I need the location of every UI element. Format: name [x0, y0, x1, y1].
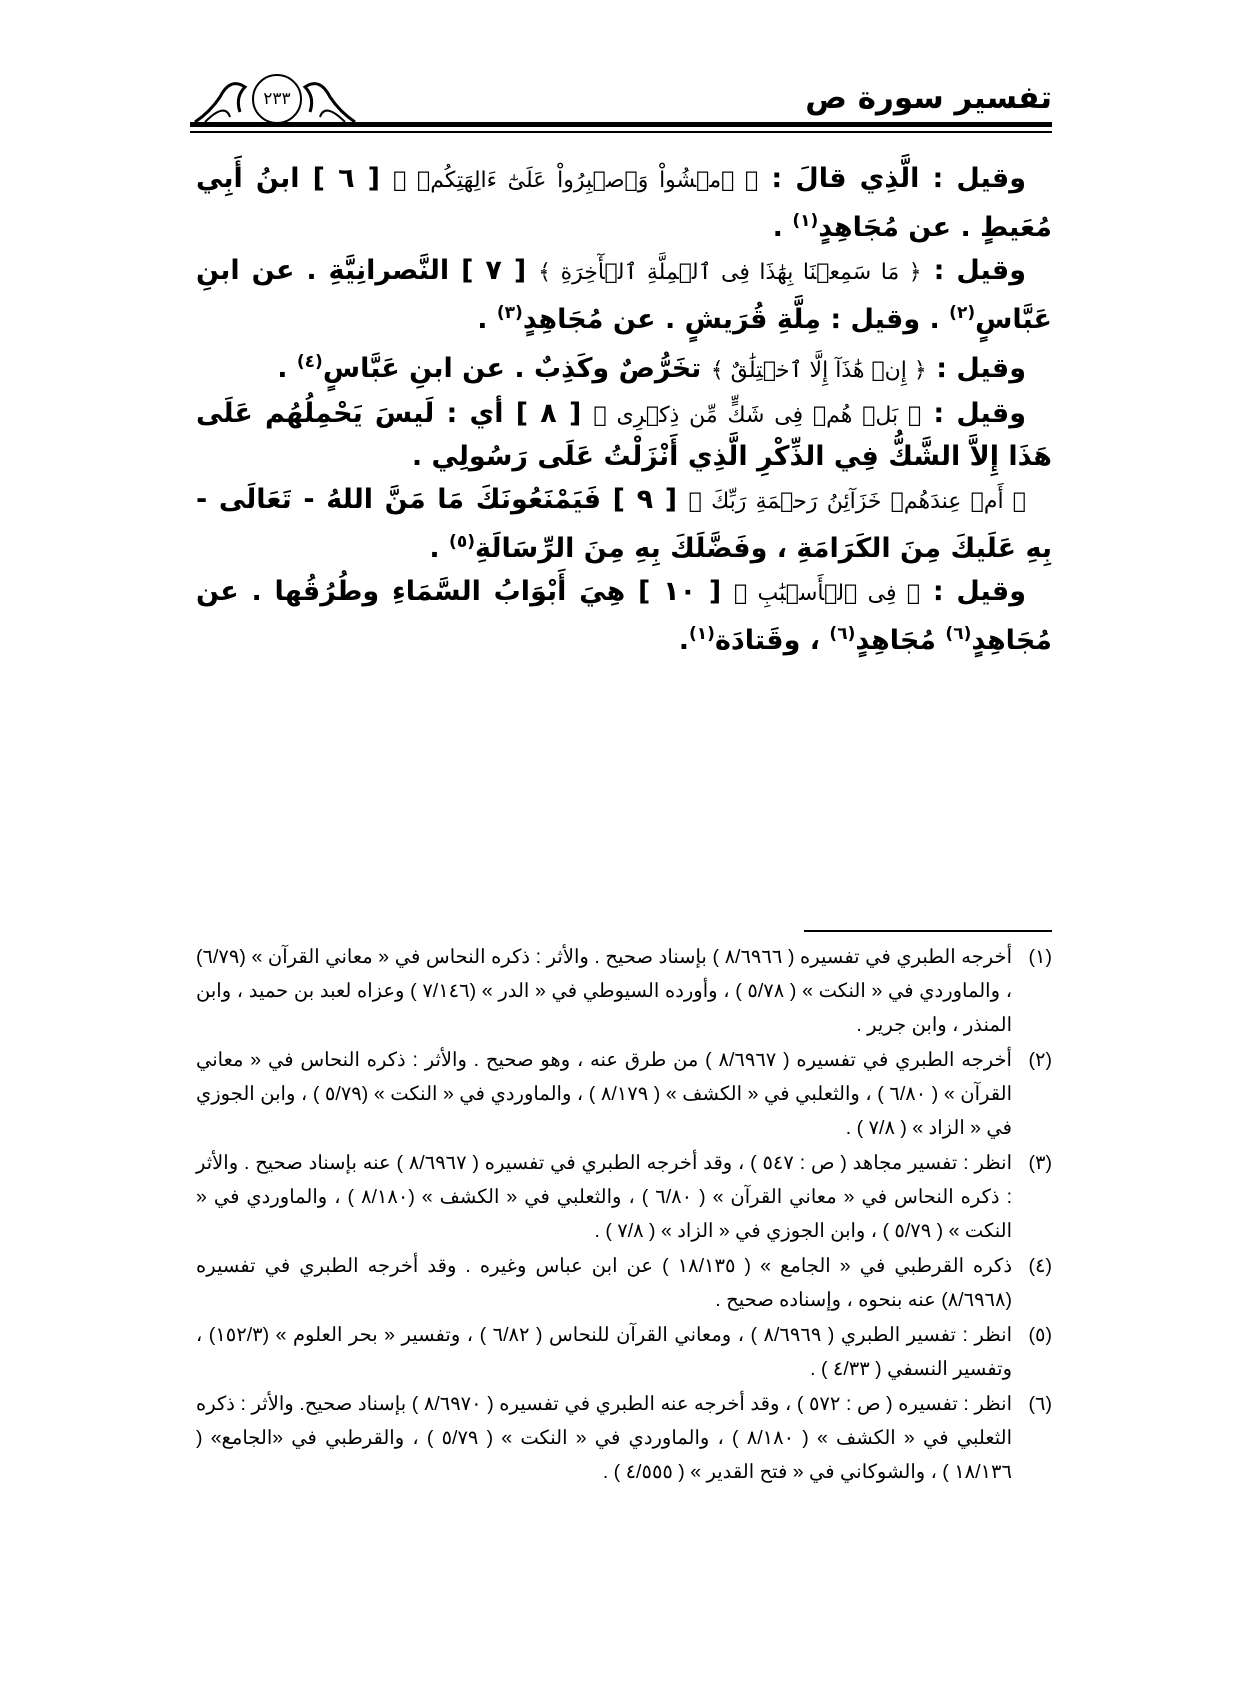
- footnote-number: (٥): [1028, 1324, 1052, 1346]
- footnote: [196, 1043, 1052, 1145]
- paragraph: [196, 158, 1052, 248]
- text-span: .: [477, 304, 497, 335]
- text-span: تخَرُّصٌ وكَذِبٌ . عن ابنِ عَبَّاسٍ: [322, 353, 711, 384]
- footnote-ref: (٣): [496, 303, 523, 323]
- text-span: ، وقَتادَة: [714, 625, 830, 656]
- footnote-ref: (٤): [296, 352, 323, 372]
- text-span: [ ٨ ] أي : لَيسَ يَحْمِلُهُم عَلَى هَذَا إِلاَّ الشَّكُّ فِي الذِّكْرِ الَّذِي أَنْزَلْتُ عَلَى رَسُولِي .: [196, 398, 1052, 472]
- paragraph: [196, 250, 1052, 340]
- footnote-text: انظر : تفسيره ( ص : ٥٧٢ ) ، وقد أخرجه عنه الطبري في تفسيره ( ٨/٦٩٧٠ ) بإسناد صحيح. والأثر : ذكره الثعلبي في « الكشف » ( ٨/١٨٠ ) ، والماوردي في « النكت » ( ٥/٧٩ ) ، والقرطبي في «الجامع» ( ١٨/١٣٦ ) ، والشوكاني في « فتح القدير » ( ٤/٥٥٥ ) .: [196, 1393, 1013, 1483]
- quran-quote: ﴿ ٱمۡشُواْ وَٱصۡبِرُواْ عَلَىٰٓ ءَالِهَتِكُمۡ ﴾: [393, 168, 759, 193]
- footnote-number: (٣): [1028, 1152, 1052, 1174]
- paragraph: [196, 393, 1052, 477]
- text-span: وقيل :: [926, 353, 1026, 384]
- footnote-ref: (٢): [949, 303, 976, 323]
- quran-quote: ﴿ بَلۡ هُمۡ فِى شَكٍّ مِّن ذِكۡرِى ﴾: [593, 403, 922, 428]
- footnote-text: أخرجه الطبري في تفسيره ( ٨/٦٩٦٧ ) من طرق عنه ، وهو صحيح . والأثر : ذكره النحاس في « معاني القرآن » ( ٦/٨٠ ) ، والثعلبي في « الكشف » ( ٨/١٧٩ ) ، والماوردي في « النكت » (٥/٧٩ ) ، وابن الجوزي في « الزاد » ( ٧/٨ ) .: [196, 1049, 1012, 1139]
- text-span: مُجَاهِدٍ: [855, 625, 946, 656]
- quran-quote: ﴿ مَا سَمِعۡنَا بِهَٰذَا فِى ٱلۡمِلَّةِ ٱلۡأٓخِرَةِ ﴾: [538, 260, 922, 285]
- footnote-ref: (١): [688, 624, 715, 644]
- paragraph: [196, 479, 1052, 569]
- footnote: [196, 1387, 1052, 1489]
- quran-quote: ﴿ أَمۡ عِندَهُمۡ خَزَآئِنُ رَحۡمَةِ رَبِّكَ ﴾: [688, 489, 1026, 514]
- page-number: ٢٣٣: [252, 74, 302, 124]
- footnote-text: انظر : تفسير الطبري ( ٨/٦٩٦٩ ) ، ومعاني القرآن للنحاس ( ٦/٨٢ ) ، وتفسير « بحر العلوم » (١٥٢/٣) ، وتفسير النسفي ( ٤/٣٣ ) .: [196, 1324, 1012, 1380]
- main-text: [196, 158, 1052, 663]
- text-span: .: [277, 353, 297, 384]
- footnote-ref: (٦): [829, 624, 856, 644]
- footnote: [196, 940, 1052, 1042]
- text-span: وقيل : الَّذِي قالَ :: [758, 163, 1026, 194]
- footnote-number: (٤): [1028, 1255, 1052, 1277]
- footnote: [196, 1318, 1052, 1386]
- text-span: وقيل :: [921, 255, 1026, 286]
- footnote-number: (١): [1028, 946, 1052, 968]
- running-title: تفسير سورة ص: [805, 80, 1052, 116]
- footnote-text: ذكره القرطبي في « الجامع » ( ١٨/١٣٥ ) عن ابن عباس وغيره . وقد أخرجه الطبري في تفسيره (٨/٦٩٦٨) عنه بنحوه ، وإسناده صحيح .: [196, 1255, 1012, 1311]
- header-rule: [190, 122, 1052, 127]
- footnote: [196, 1249, 1052, 1317]
- footnote-ref: (٥): [449, 532, 475, 552]
- quran-quote: ﴿ فِى ٱلۡأَسۡبَٰبِ ﴾: [733, 581, 921, 606]
- text-span: .: [678, 625, 689, 656]
- text-span: .: [772, 212, 793, 243]
- footnotes: [196, 940, 1052, 1490]
- text-span: وقيل :: [921, 398, 1027, 429]
- footnote-text: انظر : تفسير مجاهد ( ص : ٥٤٧ ) ، وقد أخرجه الطبري في تفسيره ( ٨/٦٩٦٧ ) عنه بإسناد صحيح . والأثر : ذكره النحاس في « معاني القرآن » ( ٦/٨٠ ) ، والثعلبي في « الكشف » (٨/١٨٠ ) ، والماوردي في « النكت » ( ٥/٧٩ ) ، وابن الجوزي في « الزاد » ( ٧/٨ ) .: [196, 1152, 1012, 1242]
- footnote-number: (٦): [1028, 1393, 1052, 1415]
- page-header: [190, 72, 1052, 138]
- paragraph: [196, 571, 1052, 661]
- text-span: [ ٧ ] النَّصرانِيَّةِ . عن ابنِ عَبَّاسٍ: [196, 255, 1052, 335]
- text-span: [ ١٠ ] هِيَ أَبْوَابُ السَّمَاءِ وطُرُقُها . عن مُجَاهِدٍ: [196, 576, 1052, 656]
- text-span: [ ٦ ] ابنُ أَبِي مُعَيطٍ . عن مُجَاهِدٍ: [196, 163, 1052, 243]
- footnote-ref: (١): [792, 211, 819, 231]
- header-rule-thin: [190, 131, 1052, 133]
- footnote-ref: (٦): [945, 624, 972, 644]
- footnote: [196, 1146, 1052, 1248]
- footnote-text: أخرجه الطبري في تفسيره ( ٨/٦٩٦٦ ) بإسناد صحيح . والأثر : ذكره النحاس في « معاني القرآن » (٦/٧٩) ، والماوردي في « النكت » ( ٥/٧٨ ) ، وأورده السيوطي في « الدر » (٧/١٤٦ ) وعزاه لعبد بن حميد ، وابن المنذر ، وابن جرير .: [196, 946, 1012, 1036]
- quran-quote: ﴿ إِنۡ هَٰذَآ إِلَّا ٱخۡتِلَٰقٌ ﴾: [710, 358, 927, 383]
- text-span: .: [429, 533, 450, 564]
- paragraph: [196, 342, 1052, 391]
- text-span: وقيل :: [920, 576, 1027, 607]
- footnote-number: (٢): [1028, 1049, 1052, 1071]
- footnote-separator: [804, 930, 1052, 932]
- text-span: . وقيل : مِلَّةِ قُرَيشٍ . عن مُجَاهِدٍ: [522, 304, 950, 335]
- text-span: [ ٩ ] فَيَمْنَعُونَكَ مَا مَنَّ اللهُ - تَعَالَى - بِهِ عَلَيكَ مِنَ الكَرَامَةِ ، وفَضَّلَكَ بِهِ مِنَ الرِّسَالَةِ: [196, 484, 1052, 564]
